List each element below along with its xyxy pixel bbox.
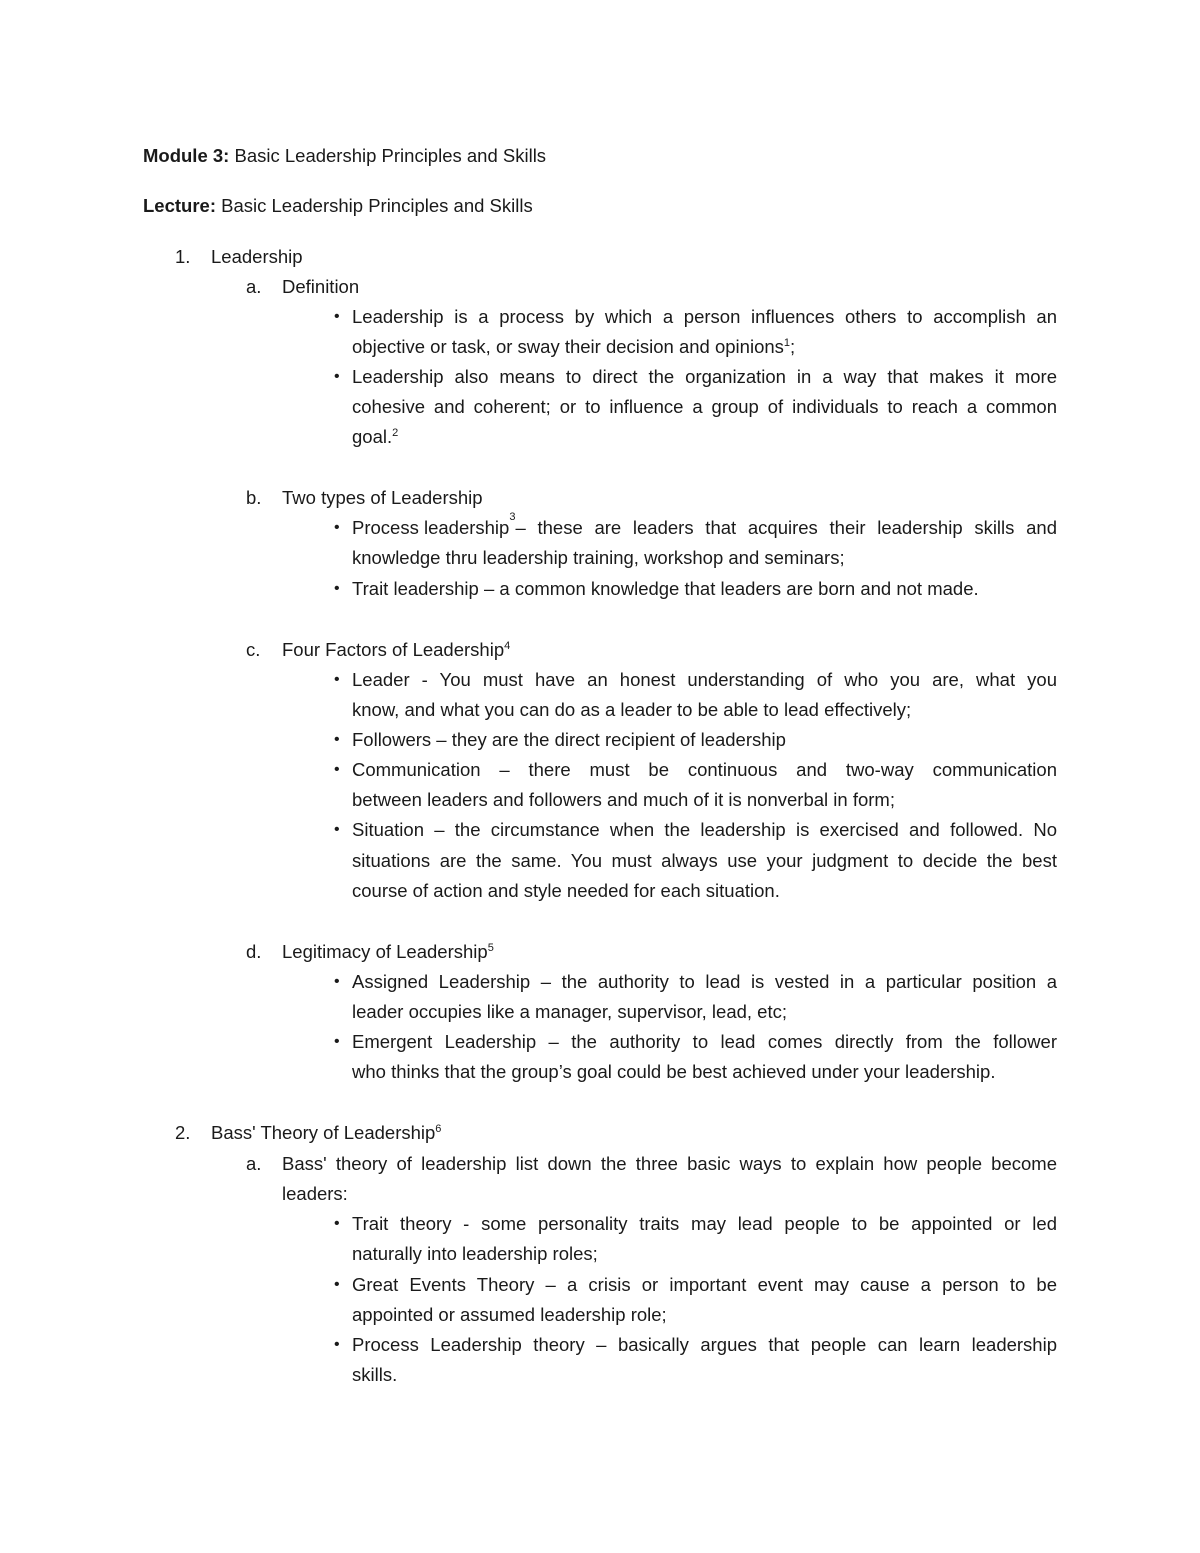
section-number: 1. <box>175 246 191 267</box>
bullet-text: Great Events Theory – a crisis or important event may cause a person to be <box>352 1274 1057 1295</box>
bullet-text: knowledge thru leadership training, workshop and seminars; <box>352 547 845 568</box>
subsection-letter: c. <box>246 639 261 660</box>
bullet-text: cohesive and coherent; or to influence a group of individuals to reach a common <box>352 396 1057 417</box>
section-number: 2. <box>175 1122 191 1143</box>
subsection-title: Definition <box>282 276 360 297</box>
bullet-text: naturally into leadership roles; <box>352 1243 598 1264</box>
bullet-icon: • <box>334 1033 340 1050</box>
bullet-text: course of action and style needed for each situation. <box>352 880 780 901</box>
footnote-ref: 6 <box>435 1123 442 1135</box>
bullet-icon: • <box>334 821 340 838</box>
subsection-title-continued: leaders: <box>282 1183 348 1204</box>
bullet-text: Trait theory - some personality traits may lead people to be appointed or led <box>352 1213 1057 1234</box>
subsection-title: Bass' theory of leadership list down the three basic ways to explain how people become <box>282 1153 1057 1174</box>
bullet-text: Process leadership 3 – these are leaders that acquires their leadership skills and <box>352 511 1057 538</box>
lecture-heading <box>143 195 533 217</box>
bullet-icon: • <box>334 671 340 688</box>
lecture-title: Basic Leadership Principles and Skills <box>216 195 533 216</box>
bullet-text: Leader - You must have an honest understanding of who you are, what you <box>352 669 1057 690</box>
bullet-text: situations are the same. You must always use your judgment to decide the best <box>352 850 1057 871</box>
bullet-text: Trait leadership – a common knowledge that leaders are born and not made. <box>352 578 979 599</box>
footnote-ref: 5 <box>487 942 494 954</box>
bullet-text: goal.$^2$ <box>352 426 399 447</box>
bullet-icon: • <box>334 519 340 536</box>
bullet-text: Assigned Leadership – the authority to lead is vested in a particular position a <box>352 971 1057 992</box>
bullet-text: Leadership also means to direct the organization in a way that makes it more <box>352 366 1057 387</box>
subsection-title: Legitimacy of Leadership$^5$ <box>282 941 494 962</box>
bullet-icon: • <box>334 1215 340 1232</box>
bullet-icon: • <box>334 368 340 385</box>
bullet-text: Followers – they are the direct recipient of leadership <box>352 729 786 750</box>
section-title: Bass' Theory of Leadership$^6$ <box>211 1122 442 1143</box>
footnote-ref: 2 <box>392 427 399 439</box>
footnote-ref: 1 <box>783 337 791 349</box>
subsection-letter: a. <box>246 1153 262 1174</box>
bullet-text: who thinks that the group’s goal could be best achieved under your leadership. <box>352 1061 996 1082</box>
bullet-text: know, and what you can do as a leader to be able to lead effectively; <box>352 699 912 720</box>
subsection-letter: b. <box>246 487 262 508</box>
bullet-icon: • <box>334 308 340 325</box>
bullet-text: Situation – the circumstance when the leadership is exercised and followed. No <box>352 819 1057 840</box>
bullet-text: Leadership is a process by which a person influences others to accomplish an <box>352 306 1057 327</box>
bullet-text: between leaders and followers and much of it is nonverbal in form; <box>352 789 895 810</box>
subsection-title: Two types of Leadership <box>282 487 483 508</box>
bullet-text: appointed or assumed leadership role; <box>352 1304 667 1325</box>
subsection-letter: d. <box>246 941 262 962</box>
subsection-title: Four Factors of Leadership$^4$ <box>282 639 511 660</box>
module-label: Module 3: <box>143 145 230 166</box>
section-title: Leadership <box>211 246 303 267</box>
bullet-icon: • <box>334 580 340 597</box>
bullet-text: objective or task, or sway their decision and opinions$^1$; <box>352 336 796 357</box>
bullet-text: Communication – there must be continuous and two-way communication <box>352 759 1057 780</box>
bullet-text: Emergent Leadership – the authority to lead comes directly from the follower <box>352 1031 1057 1052</box>
lecture-label: Lecture: <box>143 195 216 216</box>
bullet-text: skills. <box>352 1364 398 1385</box>
bullet-icon: • <box>334 1336 340 1353</box>
bullet-text: Process Leadership theory – basically argues that people can learn leadership <box>352 1334 1057 1355</box>
module-heading <box>143 145 546 167</box>
module-title: Basic Leadership Principles and Skills <box>229 145 547 166</box>
bullet-icon: • <box>334 1276 340 1293</box>
bullet-icon: • <box>334 761 340 778</box>
bullet-icon: • <box>334 973 340 990</box>
bullet-icon: • <box>334 731 340 748</box>
bullet-text: leader occupies like a manager, supervisor, lead, etc; <box>352 1001 787 1022</box>
footnote-ref: 4 <box>504 640 511 652</box>
subsection-letter: a. <box>246 276 262 297</box>
footnote-ref: 3 <box>509 511 516 523</box>
